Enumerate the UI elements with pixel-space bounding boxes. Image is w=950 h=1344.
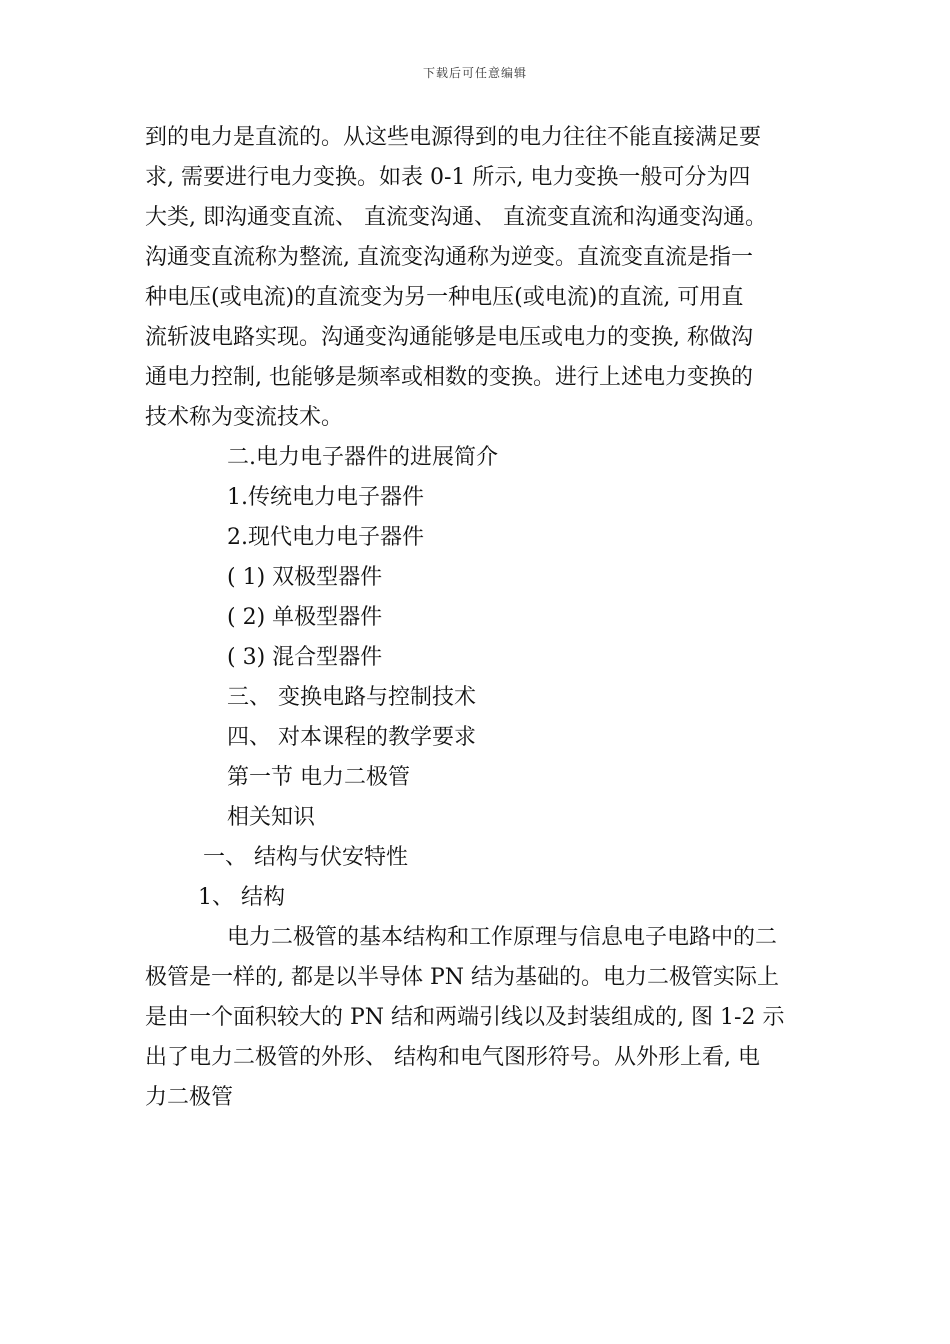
section-heading: 四、 对本课程的教学要求 (227, 725, 476, 750)
paragraph-line: 是由一个面积较大的 PN 结和两端引线以及封装组成的, 图 1-2 示 (145, 1005, 785, 1030)
outline-subitem: ( 2) 单极型器件 (227, 605, 383, 630)
paragraph-line: 极管是一样的, 都是以半导体 PN 结为基础的。电力二极管实际上 (145, 965, 780, 990)
subheading: 一、 结构与伏安特性 (203, 845, 408, 870)
page-header: 下载后可任意编辑 (422, 66, 527, 80)
outline-subitem: ( 3) 混合型器件 (227, 645, 383, 670)
paragraph-line: 沟通变直流称为整流, 直流变沟通称为逆变。直流变直流是指一 (145, 245, 753, 270)
paragraph-line: 种电压(或电流)的直流变为另一种电压(或电流)的直流, 可用直 (145, 285, 744, 310)
paragraph-line: 到的电力是直流的。从这些电源得到的电力往往不能直接满足要 (145, 125, 762, 150)
subheading: 1、 结构 (198, 885, 285, 910)
outline-item: 2.现代电力电子器件 (227, 525, 424, 550)
outline-subitem: ( 1) 双极型器件 (227, 565, 383, 590)
document-body (145, 118, 815, 1118)
paragraph-line: 大类, 即沟通变直流、 直流变沟通、 直流变直流和沟通变沟通。 (145, 205, 767, 230)
section-heading: 二.电力电子器件的进展简介 (227, 445, 498, 470)
paragraph-line: 通电力控制, 也能够是频率或相数的变换。进行上述电力变换的 (145, 365, 753, 390)
paragraph-line: 出了电力二极管的外形、 结构和电气图形符号。从外形上看, 电 (145, 1045, 760, 1070)
paragraph-line: 电力二极管的基本结构和工作原理与信息电子电路中的二 (227, 925, 778, 950)
section-heading: 三、 变换电路与控制技术 (227, 685, 476, 710)
paragraph-line: 力二极管 (145, 1085, 234, 1110)
paragraph-line: 技术称为变流技术。 (145, 405, 344, 430)
subheading: 相关知识 (227, 805, 316, 830)
outline-item: 1.传统电力电子器件 (227, 485, 424, 510)
paragraph-line: 流斩波电路实现。沟通变沟通能够是电压或电力的变换, 称做沟 (145, 325, 753, 350)
paragraph-line: 求, 需要进行电力变换。如表 0-1 所示, 电力变换一般可分为四 (145, 165, 751, 190)
chapter-heading: 第一节 电力二极管 (227, 765, 410, 790)
